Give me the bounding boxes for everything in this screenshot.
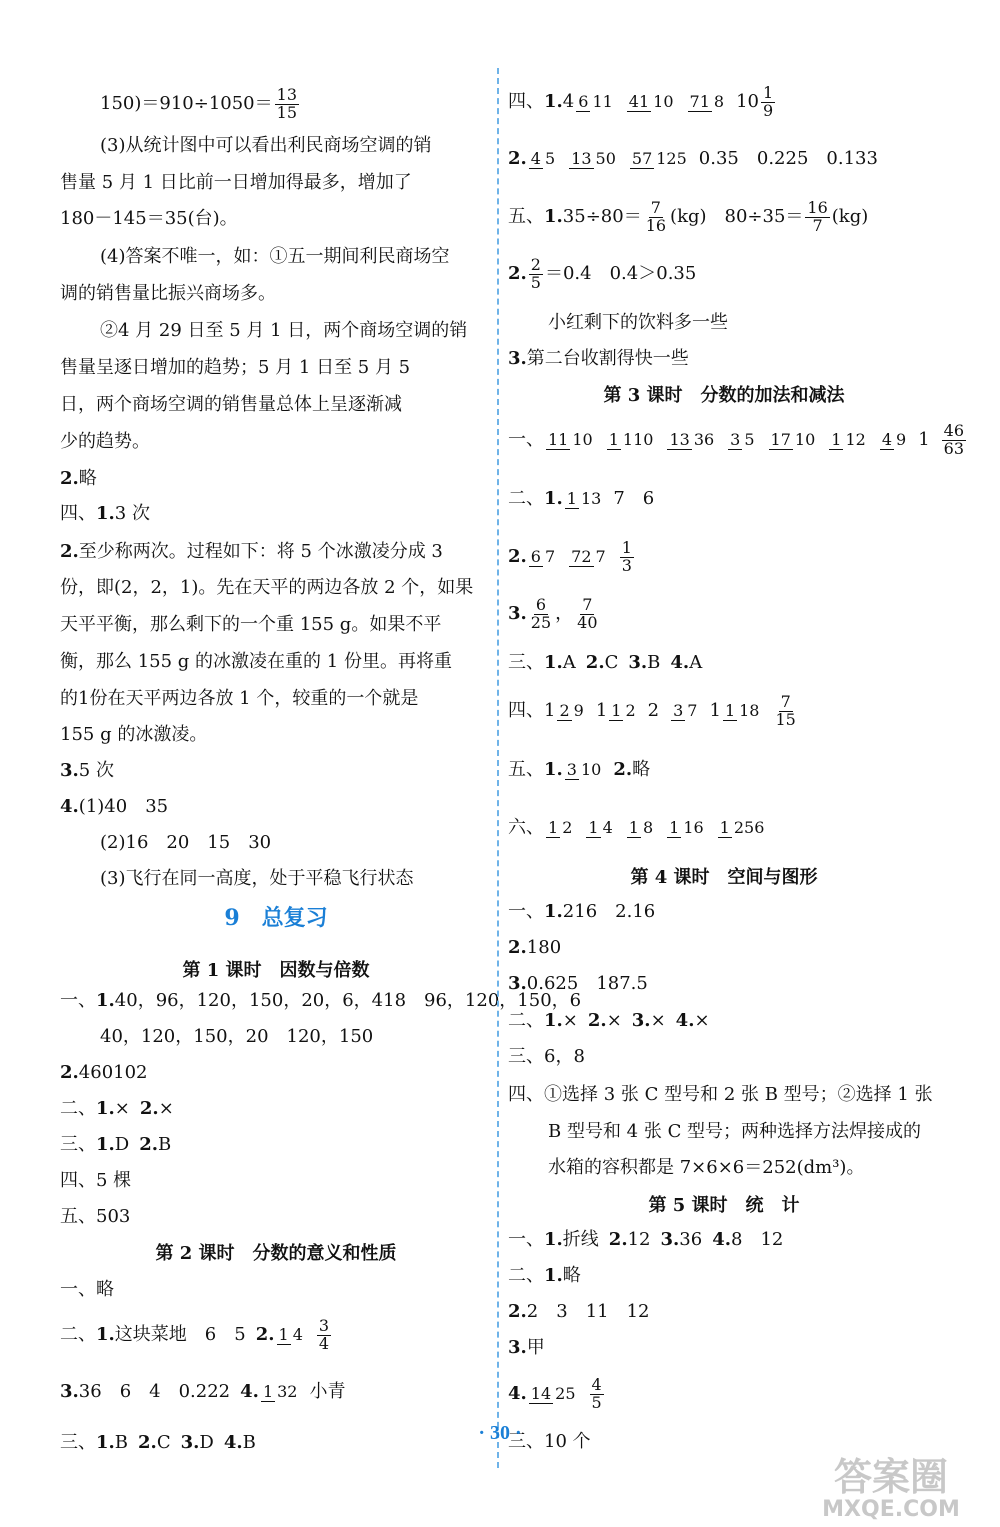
answer-line: 五、1. 3 10 2.略 <box>508 759 651 780</box>
answer-line: 2.至少称两次。过程如下：将 5 个冰激凌分成 3 <box>60 541 443 562</box>
answer-line: 三、6，8 <box>508 1046 585 1067</box>
answer-line: 4. 14 25 $\frac{4}{5}$ <box>508 1374 602 1412</box>
answer-line: 四、5 棵 <box>60 1170 132 1191</box>
section-heading: 第 1 课时 因数与倍数 <box>182 960 370 981</box>
fraction: 1 18 <box>724 700 760 720</box>
answer-line: 150)＝910÷1050＝ $\frac{13}{15}$ <box>100 84 297 122</box>
answer-line: 二、1.略 <box>508 1265 581 1286</box>
answer-line: 三、10 个 <box>508 1431 591 1452</box>
fraction: 1 110 <box>608 429 654 449</box>
answer-line: 二、1. 1 13 7 6 <box>508 488 655 509</box>
answer-line: (2)16 20 15 30 <box>100 832 272 853</box>
fraction: $\frac{6}{25}$ <box>530 594 552 632</box>
answer-line: 2. 4 5 13 50 57 125 0.35 0.225 0.133 <box>508 148 878 169</box>
fraction: 14 25 <box>530 1383 576 1403</box>
answer-line: 3.甲 <box>508 1337 545 1358</box>
fraction: 17 10 <box>770 429 816 449</box>
fraction: 1 8 <box>628 817 654 837</box>
answer-line: 3. $\frac{6}{25}$ ， $\frac{7}{40}$ <box>508 594 598 632</box>
answer-line: 四、1 2 9 1 1 2 2 3 7 1 1 18 $\frac{7}{15}$ <box>508 691 796 729</box>
fraction: 2 9 <box>559 700 584 720</box>
watermark-text: 答案圈 <box>833 1455 949 1499</box>
fraction: $\frac{7}{15}$ <box>775 691 796 729</box>
fraction: 13 36 <box>669 429 715 449</box>
column-divider <box>497 68 499 1468</box>
answer-line: B 型号和 4 张 C 型号；两种选择方法焊接成的 <box>548 1121 922 1142</box>
fraction: 6 11 <box>578 91 613 111</box>
answer-line: 一、 11 10 1 110 13 36 3 5 17 10 1 12 4 9 1 $\frac{46}{63}$ <box>508 420 964 458</box>
watermark-logo <box>796 1448 986 1520</box>
answer-line: 售量 5 月 1 日比前一日增加得最多，增加了 <box>60 172 412 193</box>
answer-line: 四、1.4 6 11 41 10 71 8 10 $\frac{1}{9}$ <box>508 82 774 120</box>
answer-line: 五、503 <box>60 1206 131 1227</box>
fraction: 1 12 <box>831 429 866 449</box>
answer-line: 三、1.A 2.C 3.B 4.A <box>508 652 703 673</box>
watermark-url: MXQE.COM <box>822 1497 960 1520</box>
section-heading: 第 2 课时 分数的意义和性质 <box>155 1243 397 1264</box>
answer-line: 份，即(2，2，1)。先在天平的两边各放 2 个，如果 <box>60 577 474 598</box>
fraction: 1 4 <box>588 817 613 837</box>
fraction: 4 5 <box>530 148 556 168</box>
answer-line: 衡，那么 155 g 的冰激凌在重的 1 份里。再将重 <box>60 651 452 672</box>
answer-line: ②4 月 29 日至 5 月 1 日，两个商场空调的销 <box>100 320 468 341</box>
answer-line: 40，120，150，20 120，150 <box>100 1026 374 1047</box>
answer-line: 水箱的容积都是 7×6×6＝252(dm³)。 <box>548 1157 865 1178</box>
fraction: $\frac{1}{3}$ <box>621 537 632 575</box>
answer-line: 3.0.625 187.5 <box>508 973 648 994</box>
answer-line: 小红剩下的饮料多一些 <box>548 312 728 333</box>
fraction: 1 2 <box>548 817 573 837</box>
answer-line: 售量呈逐日增加的趋势；5 月 1 日至 5 月 5 <box>60 357 411 378</box>
section-heading: 第 3 课时 分数的加法和减法 <box>603 385 845 406</box>
answer-line: 4.(1)40 35 <box>60 796 169 817</box>
answer-line: 2.460102 <box>60 1062 148 1083</box>
fraction: 71 8 <box>689 91 725 111</box>
answer-line: 一、1.216 2.16 <box>508 901 656 922</box>
answer-line: 日，两个商场空调的销售量总体上呈逐渐减 <box>60 394 402 415</box>
fraction: 1 4 <box>278 1324 303 1344</box>
fraction: $\frac{2}{5}$ <box>530 254 541 292</box>
answer-line: 三、1.B 2.C 3.D 4.B <box>60 1432 256 1453</box>
answer-line: (4)答案不唯一，如：①五一期间利民商场空 <box>100 246 450 267</box>
answer-line: 调的销售量比振兴商场多。 <box>60 283 276 304</box>
answer-line: 天平平衡，那么剩下的一个重 155 g。如果不平 <box>60 614 442 635</box>
fraction: 3 10 <box>566 759 602 779</box>
fraction: $\frac{7}{16}$ <box>645 197 667 235</box>
fraction: $\frac{13}{15}$ <box>276 84 297 122</box>
answer-line: 少的趋势。 <box>60 431 150 452</box>
answer-line: 一、1.折线 2.12 3.36 4.8 12 <box>508 1229 784 1250</box>
section-heading: 第 4 课时 空间与图形 <box>630 867 818 888</box>
section-heading: 第 5 课时 统 计 <box>648 1195 800 1216</box>
fraction: 1 13 <box>566 488 602 508</box>
answer-line: (3)从统计图中可以看出利民商场空调的销 <box>100 135 432 156</box>
answer-line: 六、 1 2 1 4 1 8 1 16 1 256 <box>508 810 776 846</box>
fraction: 4 9 <box>881 429 907 449</box>
answer-line: 2. $\frac{2}{5}$ ＝0.4 0.4＞0.35 <box>508 254 697 292</box>
answer-line: 五、1.35÷80＝ $\frac{7}{16}$ (kg) 80÷35＝ $\frac{16}{7}$ (kg) <box>508 197 869 235</box>
fraction: 13 50 <box>571 148 616 168</box>
fraction: 3 5 <box>730 429 755 449</box>
fraction: 1 32 <box>262 1381 298 1401</box>
answer-line: 一、1.40，96，120，150，20，6，418 96，120，150，6 <box>60 990 582 1011</box>
fraction: 1 256 <box>719 817 765 837</box>
answer-line: (3)飞行在同一高度，处于平稳飞行状态 <box>100 868 414 889</box>
answer-line: 155 g 的冰激凌。 <box>60 724 208 745</box>
fraction: $\frac{1}{9}$ <box>762 82 774 120</box>
fraction: 6 7 <box>530 546 556 566</box>
fraction: $\frac{16}{7}$ <box>807 197 828 235</box>
fraction: $\frac{46}{63}$ <box>943 420 964 458</box>
answer-line: 三、1.D 2.B <box>60 1134 172 1155</box>
fraction: $\frac{7}{40}$ <box>577 594 598 632</box>
fraction: 1 2 <box>611 700 636 720</box>
fraction-list <box>544 817 776 838</box>
fraction-list <box>544 429 918 450</box>
answer-line: 3.第二台收割得快一些 <box>508 348 689 369</box>
fraction: 72 7 <box>571 546 606 566</box>
answer-line: 2.180 <box>508 937 562 958</box>
fraction: $\frac{4}{5}$ <box>591 1374 602 1412</box>
answer-line: 180－145＝35(台)。 <box>60 208 238 229</box>
page-number: · 30 · <box>478 1422 522 1444</box>
answer-line: 四、①选择 3 张 C 型号和 2 张 B 型号；②选择 1 张 <box>508 1084 933 1105</box>
answer-line: 的1份在天平两边各放 1 个，较重的一个就是 <box>60 688 419 709</box>
answer-line: 2.略 <box>60 468 97 489</box>
fraction: 41 10 <box>628 91 674 111</box>
fraction: 11 10 <box>548 429 593 449</box>
answer-line: 二、1.× 2.× <box>60 1098 174 1119</box>
fraction: 57 125 <box>631 148 687 168</box>
fraction: 3 7 <box>673 700 698 720</box>
answer-line: 四、1.3 次 <box>60 503 150 524</box>
answer-line: 3.36 6 4 0.222 4. 1 32 小青 <box>60 1381 346 1402</box>
answer-line: 2.2 3 11 12 <box>508 1301 650 1322</box>
answer-line: 2. 6 7 72 7 $\frac{1}{3}$ <box>508 537 632 575</box>
answer-line: 一、略 <box>60 1279 114 1300</box>
fraction: 1 16 <box>669 817 704 837</box>
answer-line: 二、1.这块菜地 6 5 2. 1 4 $\frac{3}{4}$ <box>60 1315 330 1353</box>
answer-line: 3.5 次 <box>60 760 114 781</box>
fraction: $\frac{3}{4}$ <box>318 1315 330 1353</box>
chapter-title: 9 总复习 <box>224 905 328 931</box>
answer-line: 二、1.× 2.× 3.× 4.× <box>508 1010 710 1031</box>
